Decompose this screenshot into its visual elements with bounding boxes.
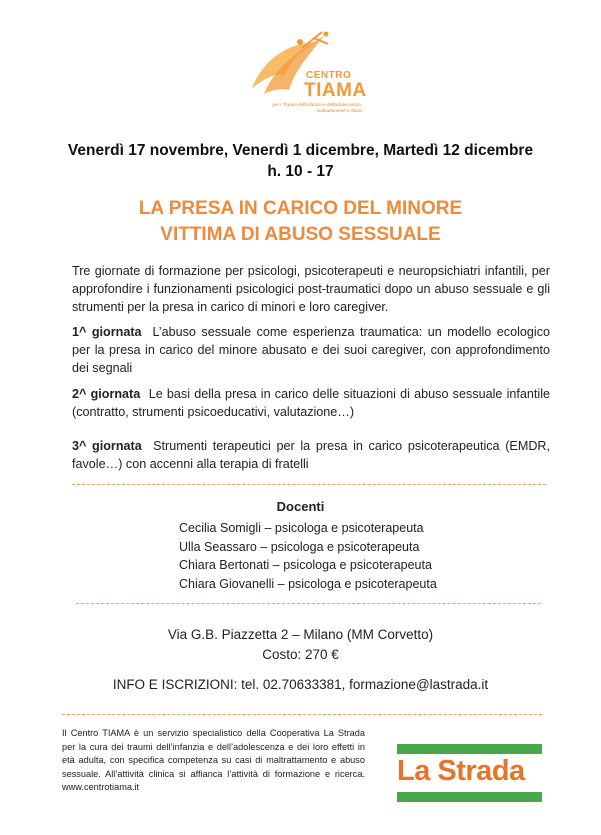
day-3 [72,437,550,473]
la-strada-logo [397,744,542,802]
day-text: Le basi della presa in carico delle situazioni di abuso sessuale infantile (contratto, strumenti psicoeducativi, valutazione…) [72,387,551,419]
hours-line: h. 10 - 17 [267,163,334,180]
venue [0,625,601,665]
divider [72,484,546,485]
day-label: 3^ giornata [72,439,142,453]
page-title [0,196,601,248]
logo-line2: TIAMA [304,80,367,101]
divider [62,714,542,715]
dates-line: Venerdì 17 novembre, Venerdì 1 dicembre, Martedì 12 dicembre [67,142,534,159]
title-line2: VITTIMA DI ABUSO SESSUALE [160,224,441,245]
day-label: 2^ giornata [72,387,141,401]
docente-item: Cecilia Somigli – psicologa e psicoterapeuta [179,521,424,535]
logo-band-top [397,744,542,754]
day-2 [72,385,550,421]
la-strada-wordmark: La Strada [397,755,525,787]
docenti-list [179,519,437,593]
logo-tagline: per i Traumi dell'infanzia e dell'adolescenza, maltrattamenti e Abusi [272,102,362,113]
divider [76,603,541,604]
address: Via G.B. Piazzetta 2 – Milano (MM Corvetto) [167,627,434,642]
info-registration: INFO E ISCRIZIONI: tel. 02.70633381, formazione@lastrada.it [112,677,489,692]
footer-description: Il Centro TIAMA è un servizio specialistico della Cooperativa La Strada per la cura dei traumi dell’infanzia e dell’adolescenza e dei loro effetti in età adulta, con specifica competenza su casi di maltrattamento e abuso sessuale. All’attività clinica si affianca l’attività di formazione e ricerca. www.centrotiama.it [62,728,365,793]
day-label: 1^ giornata [72,325,142,339]
intro-paragraph: Tre giornate di formazione per psicologi, psicoterapeuti e neuropsichiatri infantili, per approfondire i funzionamenti psicologici post-traumatici dopo un abuso sessuale e gli strumenti per la presa in carico di minori e loro caregiver. [72,264,550,314]
docente-item: Chiara Bertonati – psicologa e psicoterapeuta [179,558,432,572]
logo-band-bottom [397,792,542,802]
docente-item: Chiara Giovanelli – psicologa e psicoterapeuta [179,576,437,591]
title-line1: LA PRESA IN CARICO DEL MINORE [138,198,463,219]
docente-item: Ulla Seassaro – psicologa e psicoterapeuta [179,539,420,554]
day-text: L’abuso sessuale come esperienza traumatica: un modello ecologico per la presa in carico del minore abusato e dei suoi caregiver, con approfondimento dei segnali [72,325,551,375]
logo-line1: CENTRO [306,70,352,81]
cost: Costo: 270 € [262,647,339,662]
docenti-heading: Docenti [276,499,325,514]
day-1 [72,323,550,377]
day-text: Strumenti terapeutici per la presa in carico psicoterapeutica (EMDR, favole…) con accenni alla terapia di fratelli [72,439,551,471]
centro-tiama-logo [244,28,367,120]
event-dates [0,140,601,182]
